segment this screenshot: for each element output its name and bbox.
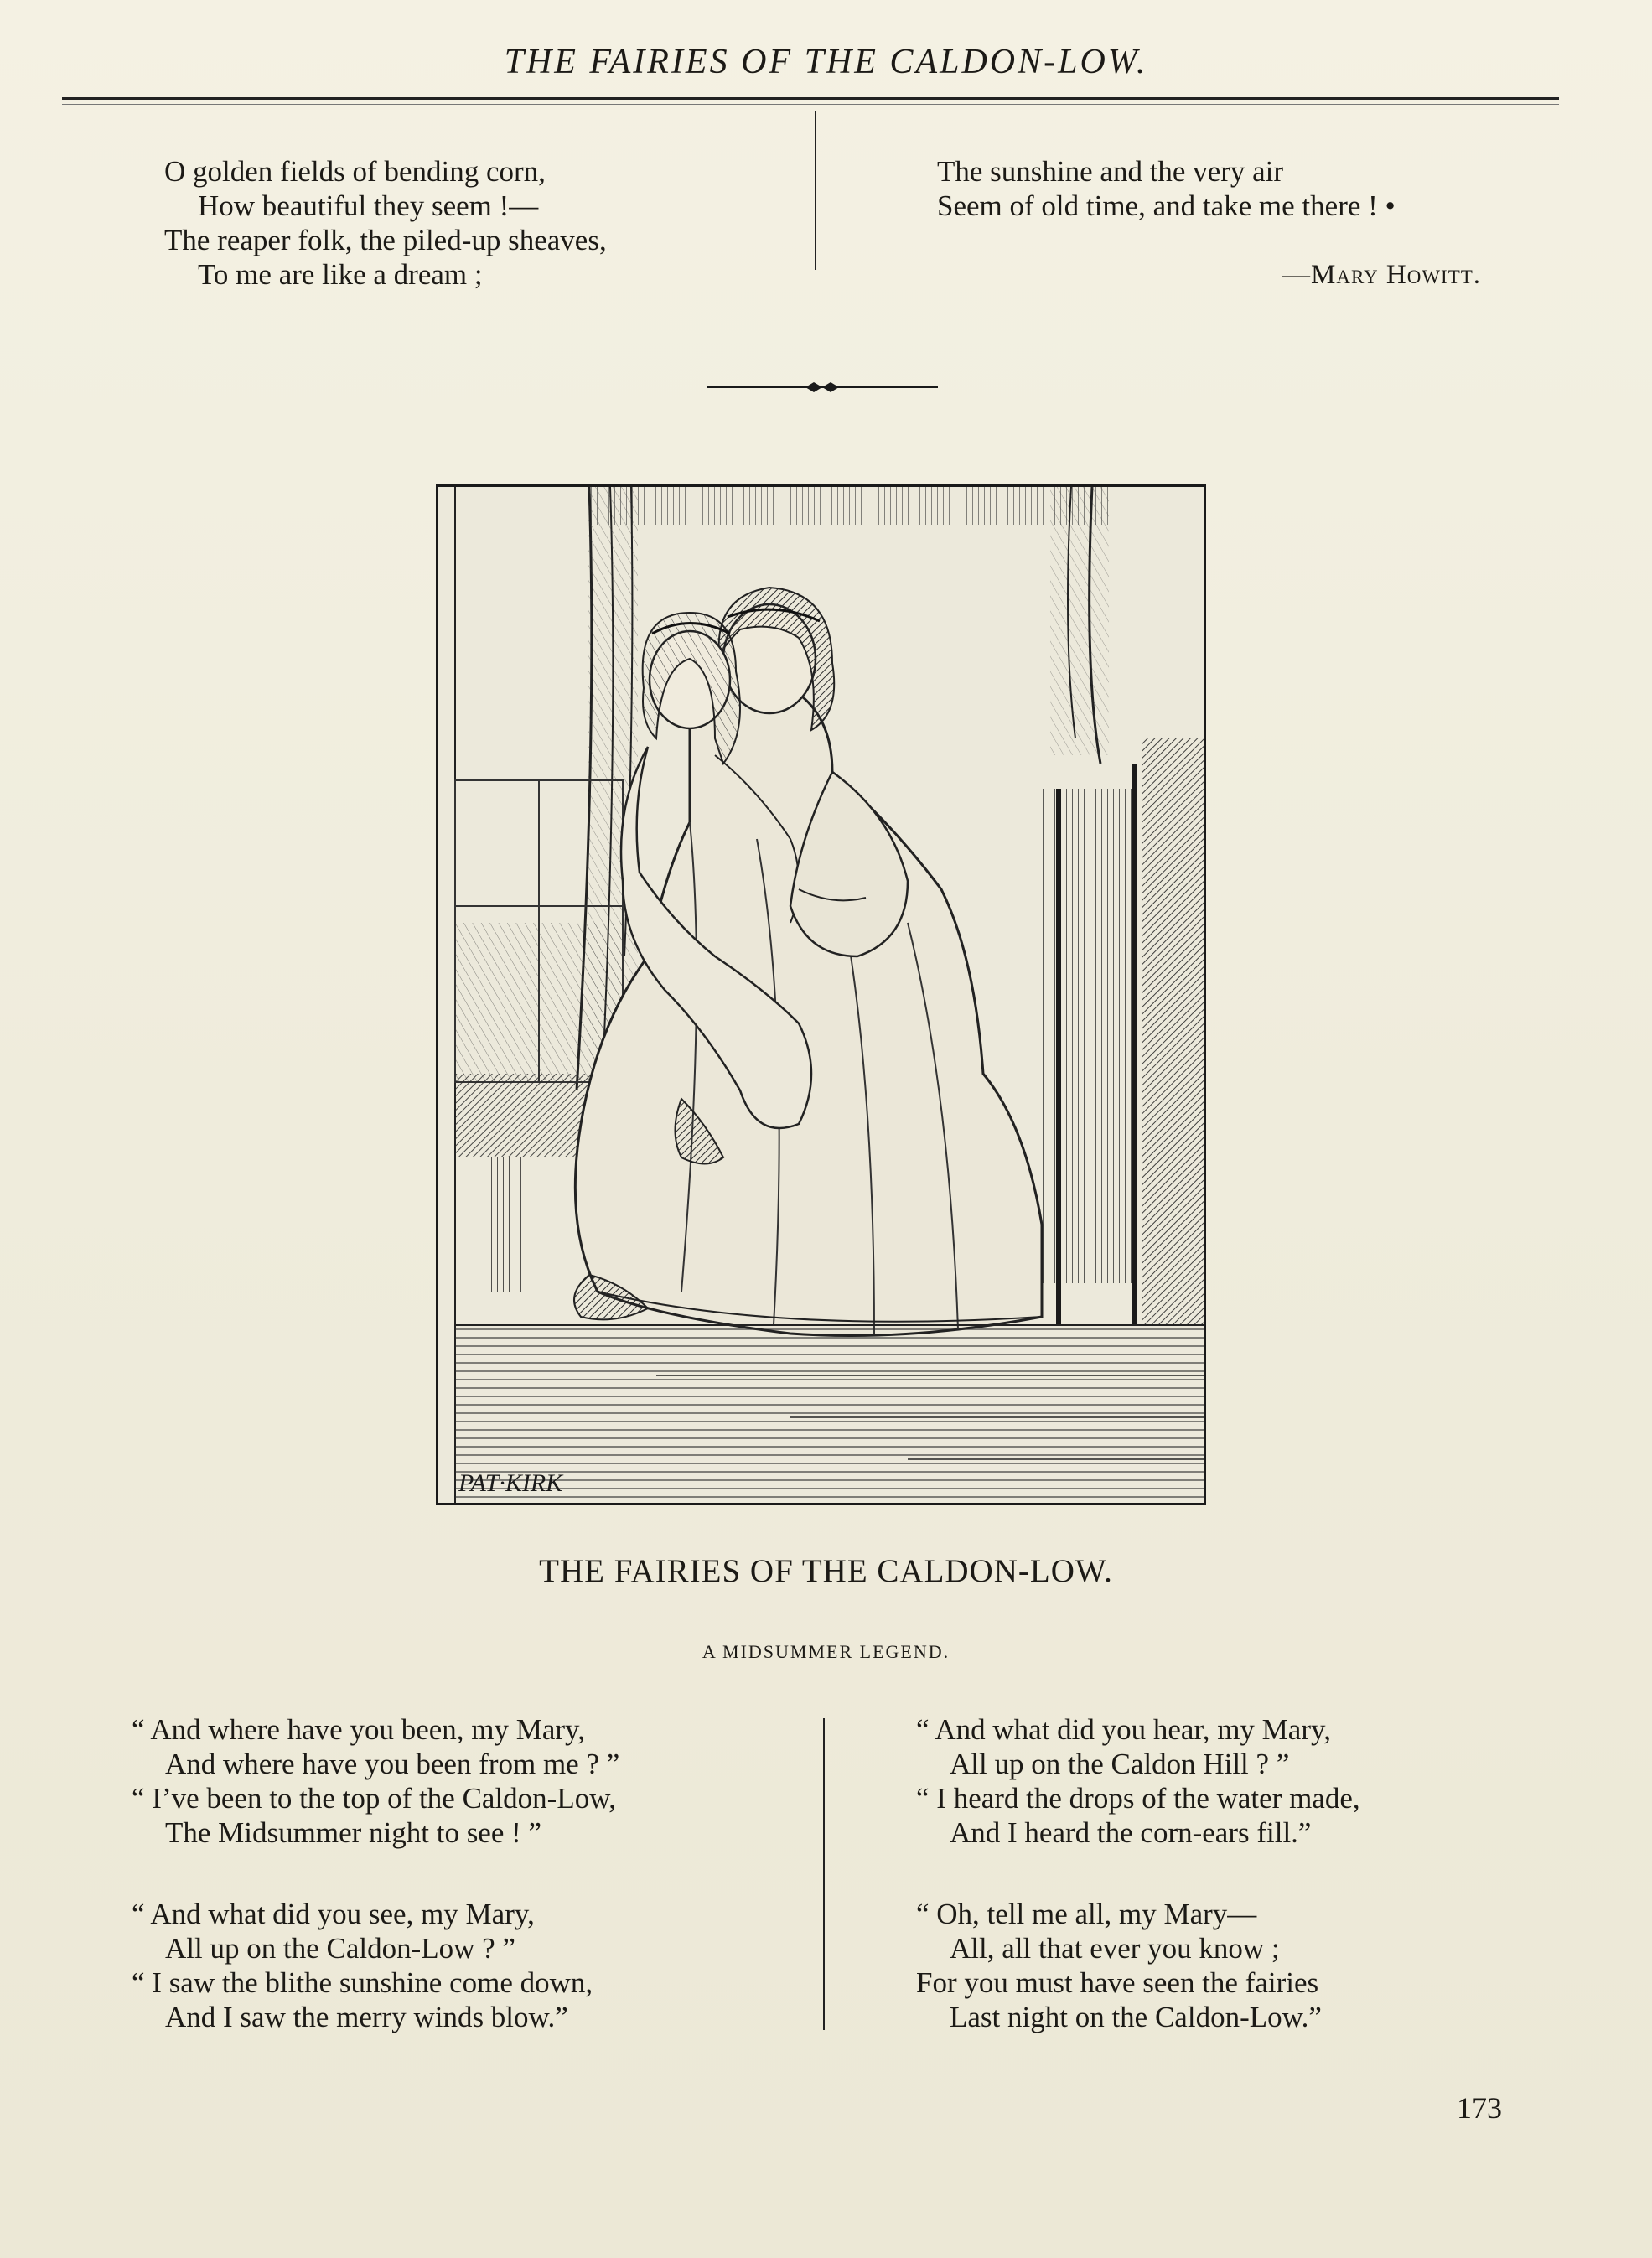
poem-line: All, all that ever you know ; xyxy=(950,1932,1280,1965)
stanza-4 xyxy=(916,1897,1322,2034)
poem-line: The Midsummer night to see ! ” xyxy=(165,1816,542,1849)
poem-line: “ I saw the blithe sunshine come down, xyxy=(132,1966,593,1999)
article-subtitle: A MIDSUMMER LEGEND. xyxy=(702,1641,950,1662)
poem-line: “ And where have you been, my Mary, xyxy=(132,1713,586,1746)
poem-line: “ Oh, tell me all, my Mary— xyxy=(916,1898,1257,1930)
column-divider-top xyxy=(815,111,816,270)
poem-line: How beautiful they seem !— xyxy=(198,189,539,222)
poem-line: And where have you been from me ? ” xyxy=(165,1748,620,1780)
article-title: THE FAIRIES OF THE CALDON-LOW. xyxy=(539,1553,1113,1589)
running-head-rule-thin xyxy=(62,104,1559,105)
poem-line: Last night on the Caldon-Low.” xyxy=(950,2001,1322,2033)
stanza-3 xyxy=(916,1712,1360,1850)
engraving-illustration xyxy=(436,484,1206,1505)
top-poem-left xyxy=(164,154,607,292)
poem-line: Seem of old time, and take me there ! • xyxy=(937,189,1396,222)
running-head: THE FAIRIES OF THE CALDON-LOW. xyxy=(504,43,1148,81)
stanza-1 xyxy=(132,1712,619,1850)
column-divider-bottom xyxy=(823,1718,825,2030)
top-poem-right xyxy=(937,154,1396,223)
poem-line: To me are like a dream ; xyxy=(198,258,483,291)
poem-line: The reaper folk, the piled-up sheaves, xyxy=(164,224,607,256)
poem-line: All up on the Caldon-Low ? ” xyxy=(165,1932,515,1965)
stanza-2 xyxy=(132,1897,593,2034)
poem-line: O golden fields of bending corn, xyxy=(164,155,546,188)
poem-line: “ And what did you see, my Mary, xyxy=(132,1898,535,1930)
poem-line: “ I heard the drops of the water made, xyxy=(916,1782,1360,1815)
poem-line: All up on the Caldon Hill ? ” xyxy=(950,1748,1290,1780)
mother-and-child-engraving-icon xyxy=(438,487,1204,1503)
poem-line: “ I’ve been to the top of the Caldon-Low, xyxy=(132,1782,616,1815)
running-head-rule xyxy=(62,97,1559,100)
poem-attribution: —Mary Howitt. xyxy=(1282,260,1482,290)
poem-line: The sunshine and the very air xyxy=(937,155,1284,188)
poem-line: For you must have seen the fairies xyxy=(916,1966,1319,1999)
artist-signature: PAT·KIRK xyxy=(458,1469,563,1497)
ornamental-rule-icon xyxy=(707,377,938,397)
poem-line: “ And what did you hear, my Mary, xyxy=(916,1713,1331,1746)
poem-line: And I saw the merry winds blow.” xyxy=(165,2001,568,2033)
page-number: 173 xyxy=(1457,2091,1502,2125)
poem-line: And I heard the corn-ears fill.” xyxy=(950,1816,1312,1849)
